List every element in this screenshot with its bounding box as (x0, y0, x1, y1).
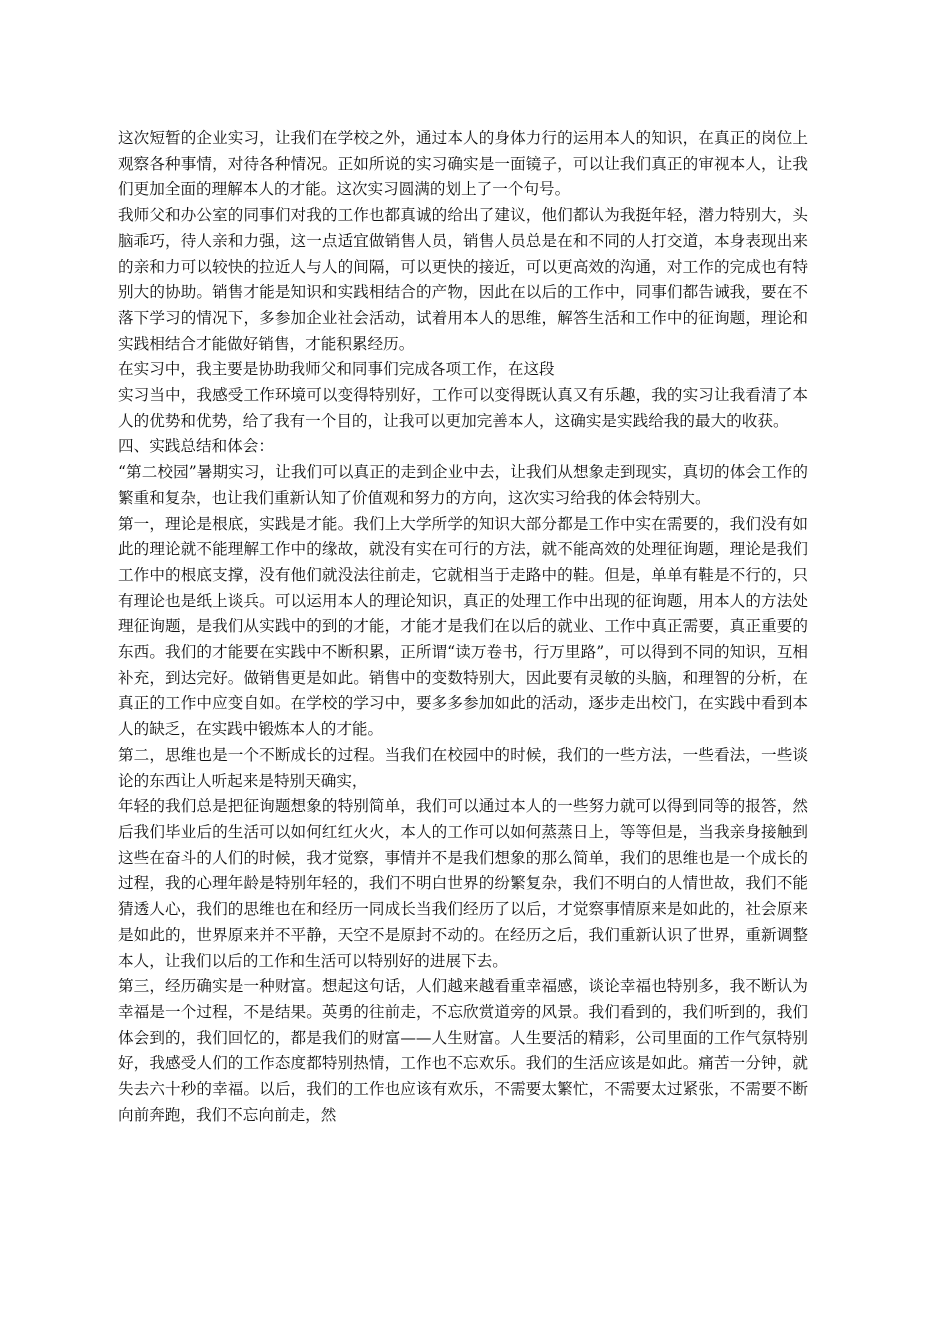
document-body (118, 126, 808, 1128)
paragraph-point-two: 第二，思维也是一个不断成长的过程。当我们在校园中的时候，我们的一些方法，一些看法，一些谈论的东西让人听起来是特别天确实， (118, 745, 808, 790)
paragraph-assisting-work: 在实习中，我主要是协助我师父和同事们完成各项工作，在这段 (118, 360, 555, 379)
paragraph-point-one: 第一，理论是根底，实践是才能。我们上大学所学的知识大部分都是工作中实在需要的，我们没有如此的理论就不能理解工作中的缘故，就没有实在可行的方法，就不能高效的处理征询题，理论是我们工作中的根底支撑，没有他们就没法往前走，它就相当于走路中的鞋。但是，单单有鞋是不行的，只有理论也是纸上谈兵。可以运用本人的理论知识，真正的处理工作中出现的征询题，用本人的方法处理征询题，是我们从实践中的到的才能，才能才是我们在以后的就业、工作中真正需要，真正重要的东西。我们的才能要在实践中不断积累，正所谓“读万卷书，行万里路”，可以得到不同的知识，互相补充，到达完好。做销售更是如此。销售中的变数特别大，因此要有灵敏的头脑，和理智的分析，在真正的工作中应变自如。在学校的学习中，要多多参加如此的活动，逐步走出校门，在实践中看到本人的缺乏，在实践中锻炼本人的才能。 (118, 514, 808, 739)
paragraph-internship-gains: 实习当中，我感受工作环境可以变得特别好，工作可以变得既认真又有乐趣，我的实习让我看清了本人的优势和优势，给了我有一个目的，让我可以更加完善本人，这确实是实践给我的最大的收获。 (118, 386, 808, 430)
paragraph-second-campus: “第二校园”暑期实习，让我们可以真正的走到企业中去，让我们从想象走到现实，真切的体会工作的繁重和复杂，也让我们重新认知了价值观和努力的方向，这次实习给我的体会特别大。 (118, 463, 808, 507)
section-heading-summary: 四、实践总结和体会： (118, 437, 274, 456)
paragraph-internship-summary: 这次短暂的企业实习，让我们在学校之外，通过本人的身体力行的运用本人的知识，在真正的岗位上观察各种事情，对待各种情况。正如所说的实习确实是一面镜子，可以让我们真正的审视本人，让我们更加全面的理解本人的才能。这次实习圆满的划上了一个句号。 (118, 129, 808, 199)
paragraph-colleague-advice: 我师父和办公室的同事们对我的工作也都真诚的给出了建议，他们都认为我挺年轻，潜力特别大，头脑乖巧，待人亲和力强，这一点适宜做销售人员，销售人员总是在和不同的人打交道，本身表现出来的亲和力可以较快的拉近人与人的间隔，可以更快的接近，可以更高效的沟通，对工作的完成也有特别大的协助。销售才能是知识和实践相结合的产物，因此在以后的工作中，同事们都告诫我，要在不落下学习的情况下，多参加企业社会活动，试着用本人的思维，解答生活和工作中的征询题，理论和实践相结合才能做好销售，才能积累经历。 (118, 206, 808, 353)
paragraph-point-three: 第三，经历确实是一种财富。想起这句话，人们越来越看重幸福感，谈论幸福也特别多，我不断认为幸福是一个过程，不是结果。英勇的往前走，不忘欣赏道旁的风景。我们看到的，我们听到的，我们体会到的，我们回忆的，都是我们的财富——人生财富。人生要活的精彩，公司里面的工作气氛特别好，我感受人们的工作态度都特别热情，工作也不忘欢乐。我们的生活应该是如此。痛苦一分钟，就失去六十秒的幸福。以后，我们的工作也应该有欢乐，不需要太繁忙，不需要太过紧张，不需要不断向前奔跑，我们不忘向前走，然 (118, 977, 808, 1124)
paragraph-point-two-continued: 年轻的我们总是把征询题想象的特别简单，我们可以通过本人的一些努力就可以得到同等的报答，然后我们毕业后的生活可以如何红红火火，本人的工作可以如何蒸蒸日上，等等但是，当我亲身接触到这些在奋斗的人们的时候，我才觉察，事情并不是我们想象的那么简单，我们的思维也是一个成长的过程，我的心理年龄是特别年轻的，我们不明白世界的纷繁复杂，我们不明白的人情世故，我们不能猜透人心，我们的思维也在和经历一同成长当我们经历了以后，才觉察事情原来是如此的，社会原来是如此的，世界原来并不平静，天空不是原封不动的。在经历之后，我们重新认识了世界，重新调整本人，让我们以后的工作和生活可以特别好的进展下去。 (118, 797, 808, 970)
